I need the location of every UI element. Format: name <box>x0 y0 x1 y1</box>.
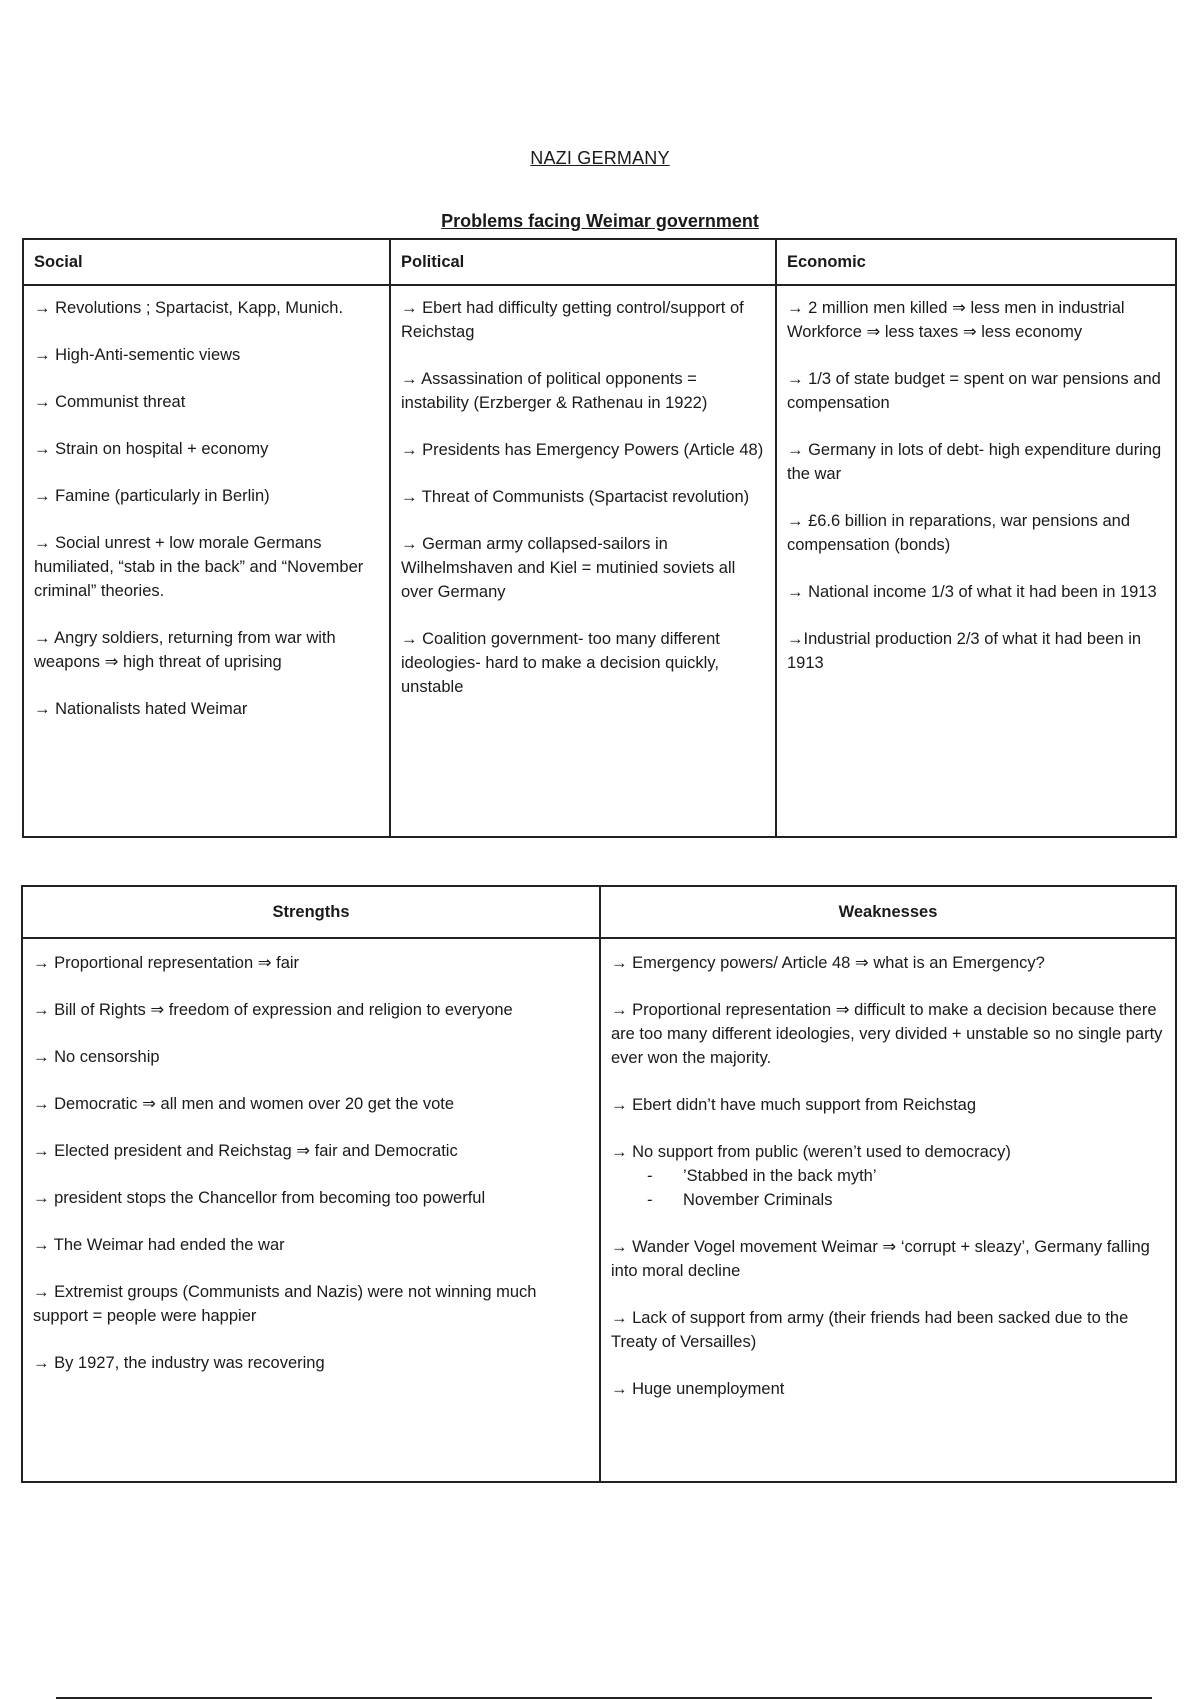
header-economic: Economic <box>776 239 1176 285</box>
weakness-point: → Lack of support from army (their friends had been sacked due to the Treaty of Versailles) <box>611 1309 1129 1351</box>
political-point: → Ebert had difficulty getting control/support of Reichstag <box>401 299 744 341</box>
strength-point: → Elected president and Reichstag ⇒ fair and Democratic <box>33 1142 458 1160</box>
weaknesses-cell <box>600 938 1176 1482</box>
sw-body-row <box>22 938 1176 1482</box>
problems-header-row <box>23 239 1176 285</box>
dash-bullet: - <box>647 1191 653 1209</box>
social-cell <box>23 285 390 837</box>
sub-list-text: November Criminals <box>683 1191 833 1209</box>
sub-list-text: ’Stabbed in the back myth’ <box>683 1167 877 1185</box>
social-point: → Strain on hospital + economy <box>34 440 269 458</box>
dash-bullet: - <box>647 1167 653 1185</box>
political-cell <box>390 285 776 837</box>
strength-point: → Bill of Rights ⇒ freedom of expression and religion to everyone <box>33 1001 513 1019</box>
page-bottom-divider <box>56 1697 1152 1699</box>
social-point: → Nationalists hated Weimar <box>34 700 248 718</box>
political-point: → Threat of Communists (Spartacist revolution) <box>401 488 750 506</box>
weakness-point: → Wander Vogel movement Weimar ⇒ ‘corrupt + sleazy’, Germany falling into moral decline <box>611 1238 1150 1280</box>
strengths-cell <box>22 938 600 1482</box>
economic-cell <box>776 285 1176 837</box>
political-point: → Coalition government- too many different ideologies- hard to make a decision quickly, unstable <box>401 630 720 696</box>
social-point: → Communist threat <box>34 393 186 411</box>
sub-list-item <box>647 1164 1167 1188</box>
political-point: → Presidents has Emergency Powers (Article 48) <box>401 441 764 459</box>
strength-point: → The Weimar had ended the war <box>33 1236 285 1254</box>
economic-point: → Germany in lots of debt- high expenditure during the war <box>787 441 1162 483</box>
problems-table-title: Problems facing Weimar government <box>441 211 759 231</box>
strength-point: → Extremist groups (Communists and Nazis) were not winning much support = people were happier <box>33 1283 537 1325</box>
public-support-sublist <box>611 1164 1167 1212</box>
header-social: Social <box>23 239 390 285</box>
header-strengths: Strengths <box>22 886 600 938</box>
header-political: Political <box>390 239 776 285</box>
header-weaknesses: Weaknesses <box>600 886 1176 938</box>
social-point: → Famine (particularly in Berlin) <box>34 487 270 505</box>
economic-point: → 1/3 of state budget = spent on war pensions and compensation <box>787 370 1161 412</box>
strength-point: → president stops the Chancellor from becoming too powerful <box>33 1189 486 1207</box>
social-point: → Social unrest + low morale Germans humiliated, “stab in the back” and “November criminal” theories. <box>34 534 364 600</box>
problems-table <box>22 238 1177 838</box>
sw-header-row <box>22 886 1176 938</box>
weakness-point: → Huge unemployment <box>611 1380 785 1398</box>
political-point: → Assassination of political opponents = instability (Erzberger & Rathenau in 1922) <box>401 370 708 412</box>
weakness-point: → Emergency powers/ Article 48 ⇒ what is an Emergency? <box>611 954 1045 972</box>
social-point: → Angry soldiers, returning from war with weapons ⇒ high threat of uprising <box>34 629 336 671</box>
social-point: → High-Anti-sementic views <box>34 346 241 364</box>
strength-point: → Proportional representation ⇒ fair <box>33 954 300 972</box>
strength-point: → No censorship <box>33 1048 160 1066</box>
document-title: NAZI GERMANY <box>530 148 670 168</box>
weakness-point: → Ebert didn’t have much support from Reichstag <box>611 1096 977 1114</box>
sub-list-item <box>647 1188 1167 1212</box>
weakness-point: → No support from public (weren’t used to democracy) <box>611 1143 1011 1161</box>
strengths-weaknesses-table <box>21 885 1177 1483</box>
social-point: → Revolutions ; Spartacist, Kapp, Munich. <box>34 299 344 317</box>
strength-point: → By 1927, the industry was recovering <box>33 1354 325 1372</box>
economic-point: →Industrial production 2/3 of what it had been in 1913 <box>787 630 1142 672</box>
economic-point: → 2 million men killed ⇒ less men in industrial Workforce ⇒ less taxes ⇒ less economy <box>787 299 1125 341</box>
weakness-point: → Proportional representation ⇒ difficult to make a decision because there are too many different ideologies, very divided + unstable so no single party ever won the majority. <box>611 1001 1163 1067</box>
problems-body-row <box>23 285 1176 837</box>
strength-point: → Democratic ⇒ all men and women over 20 get the vote <box>33 1095 455 1113</box>
economic-point: → £6.6 billion in reparations, war pensions and compensation (bonds) <box>787 512 1131 554</box>
economic-point: → National income 1/3 of what it had been in 1913 <box>787 583 1157 601</box>
political-point: → German army collapsed-sailors in Wilhelmshaven and Kiel = mutinied soviets all over Germany <box>401 535 736 601</box>
